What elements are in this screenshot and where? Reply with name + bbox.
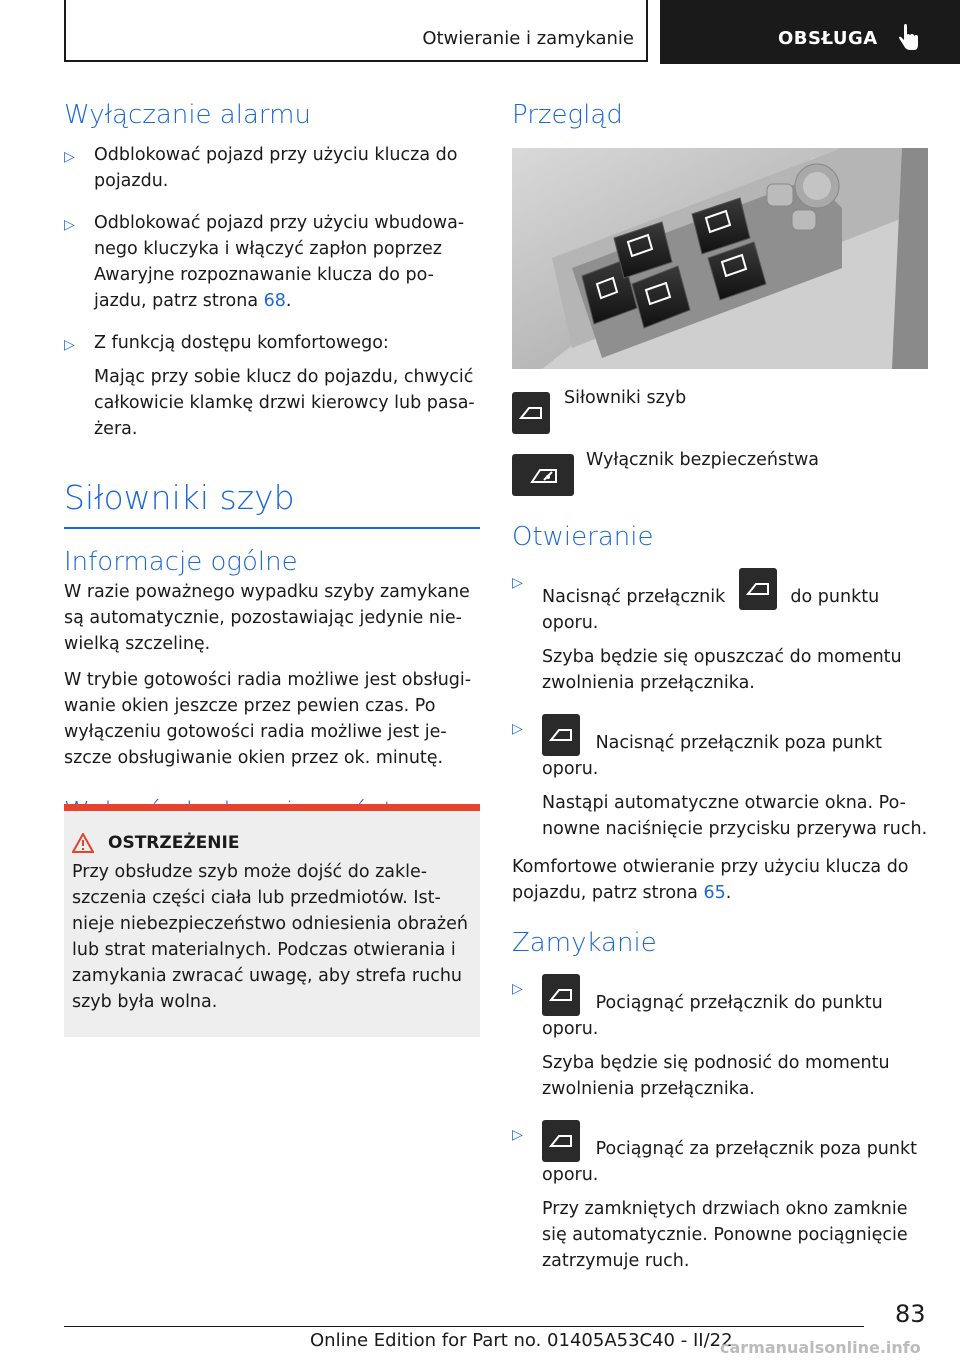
alarm-item-3: ▷ Z funkcją dostępu komfortowego: xyxy=(64,330,480,356)
warning-triangle-icon xyxy=(72,833,94,853)
bullet-triangle-icon: ▷ xyxy=(512,1127,523,1143)
header-section-title: Otwieranie i zamykanie xyxy=(422,28,634,49)
general-paragraph-1: W razie poważnego wypadku szyby zamykane są automatycznie, pozostawiając jedynie nie-wielką szczelinę. xyxy=(64,582,470,654)
warning-title: OSTRZEŻENIE xyxy=(108,833,240,853)
general-heading: Informacje ogólne xyxy=(64,547,298,577)
warning-text: Przy obsłudze szyb może dojść do zakle-szczenia części ciała lub przedmiotów. Ist-nieje niebezpieczeństwo odniesienia obrażeń lub strat materialnych. Podczas otwierania i zamykania zwracać uwagę, aby strefa ruchu szyb była wolna. xyxy=(72,862,468,1012)
page-number: 83 xyxy=(895,1300,926,1328)
footer-edition: Online Edition for Part no. 01405A53C40 - II/22 xyxy=(310,1330,733,1351)
window-switch-icon xyxy=(542,1120,580,1162)
warning-title-row xyxy=(72,833,472,853)
bullet-triangle-icon: ▷ xyxy=(64,337,75,353)
alarm-item-3-detail: Mając przy sobie klucz do pojazdu, chwycić całkowicie klamkę drzwi kierowcy lub pasa-żera. xyxy=(94,367,475,439)
legend-row-1 xyxy=(512,388,928,438)
opening-heading: Otwieranie xyxy=(512,522,654,552)
bullet-triangle-icon: ▷ xyxy=(512,575,523,591)
legend xyxy=(512,388,928,494)
window-switch-icon xyxy=(542,714,580,756)
window-switch-icon xyxy=(542,974,580,1016)
open-item-2-detail: Nastąpi automatyczne otwarcie okna. Po-nowne naciśnięcie przycisku przerywa ruch. xyxy=(542,793,928,839)
legend-row-2 xyxy=(512,450,928,494)
comfort-paragraph: Komfortowe otwieranie przy użyciu klucza do pojazdu, patrz strona 65. xyxy=(512,857,909,903)
alarm-item-2: ▷ Odblokować pojazd przy użyciu wbudowa-nego kluczyka i włączyć zapłon poprzez Awaryjne rozpoznawanie klucza do po-jazdu, patrz strona 68. xyxy=(64,213,465,311)
general-paragraph-2: W trybie gotowości radia możliwe jest obsługi-wanie okien jeszcze przez pewien czas. Po wyłączeniu gotowości radia możliwe jest je-szcze obsługiwanie okien przez ok. minutę. xyxy=(64,670,472,768)
page-link-65[interactable]: 65 xyxy=(703,883,726,903)
safety-switch-icon xyxy=(512,454,574,496)
page-link-68[interactable]: 68 xyxy=(263,291,286,311)
window-switch-icon xyxy=(512,392,550,434)
legend-label-1: Siłowniki szyb xyxy=(564,388,687,408)
alarm-heading: Wyłączanie alarmu xyxy=(64,100,311,130)
opening-section xyxy=(512,522,928,1274)
header-chapter-title: OBSŁUGA xyxy=(778,28,878,49)
left-column xyxy=(64,100,480,827)
close-item-1-detail: Szyba będzie się podnosić do momentu zwolnienia przełącznika. xyxy=(542,1053,890,1099)
open-item-1: ▷ Nacisnąć przełącznik do punktu oporu. xyxy=(512,568,928,636)
close-item-1: ▷ Pociągnąć przełącznik do punktu oporu. xyxy=(512,974,928,1042)
alarm-item-1: ▷ Odblokować pojazd przy użyciu klucza do pojazdu. xyxy=(64,145,458,191)
bullet-triangle-icon: ▷ xyxy=(64,217,75,233)
bullet-triangle-icon: ▷ xyxy=(512,981,523,997)
open-item-1-detail: Szyba będzie się opuszczać do momentu zwolnienia przełącznika. xyxy=(542,647,902,693)
window-heading: Siłowniki szyb xyxy=(64,478,480,529)
hand-pointer-icon xyxy=(896,24,922,52)
header-section-box xyxy=(64,0,648,62)
close-item-2: ▷ Pociągnąć za przełącznik poza punkt oporu. xyxy=(512,1120,928,1188)
bullet-triangle-icon: ▷ xyxy=(512,721,523,737)
footer-divider xyxy=(64,1326,864,1327)
window-switch-icon xyxy=(739,568,777,610)
overview-heading: Przegląd xyxy=(512,100,623,130)
legend-label-2: Wyłącznik bezpieczeństwa xyxy=(586,450,819,470)
watermark: carmanualsonline.info xyxy=(720,1338,921,1357)
open-item-2: ▷ Nacisnąć przełącznik poza punkt oporu. xyxy=(512,714,928,782)
closing-heading: Zamykanie xyxy=(512,928,657,958)
close-item-2-detail: Przy zamkniętych drzwiach okno zamknie się automatycznie. Ponowne pociągnięcie zatrzymuje ruch. xyxy=(542,1199,908,1271)
bullet-triangle-icon: ▷ xyxy=(64,149,75,165)
warning-box xyxy=(64,804,480,1037)
right-column xyxy=(512,100,928,130)
window-switch-photo xyxy=(512,148,928,369)
header-chapter-box xyxy=(660,0,960,64)
